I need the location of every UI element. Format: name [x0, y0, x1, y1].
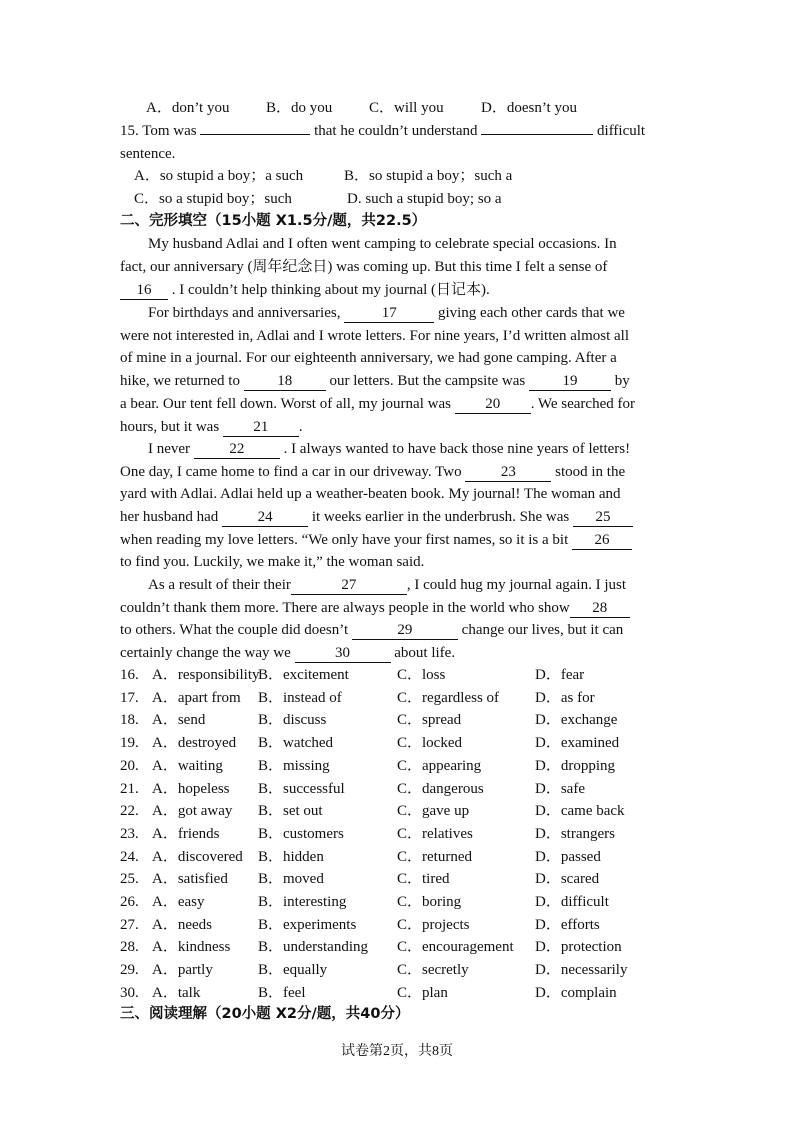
option-c: C．gave up	[397, 803, 470, 820]
blank-28: 28	[570, 600, 630, 618]
passage-text: I never	[148, 441, 191, 457]
passage-text: when reading my love letters. “We only have your first names, so it is a bit	[120, 532, 569, 548]
option-c: C．secretly	[397, 962, 469, 979]
option-d: D．scared	[535, 871, 600, 888]
question-number: 28.	[120, 939, 139, 956]
passage-text: about life.	[394, 645, 456, 661]
passage-line: to find you. Luckily, we make it,” the woman said.	[120, 554, 425, 570]
passage-text: For birthdays and anniversaries,	[148, 305, 341, 321]
passage-text: hours, but it was	[120, 419, 220, 435]
question-number: 25.	[120, 871, 139, 888]
option-c: C．dangerous	[397, 780, 484, 797]
option-c: C．appearing	[397, 757, 482, 774]
option-a: A．needs	[152, 916, 212, 933]
blank-26: 26	[572, 532, 632, 550]
blank-27: 27	[291, 577, 407, 595]
passage-text: her husband had	[120, 509, 219, 525]
blank-17: 17	[344, 305, 434, 323]
option-c: C．tired	[397, 871, 450, 888]
option-a: A．easy	[152, 894, 205, 910]
option-b: B．understanding	[258, 939, 368, 956]
option-a: A．send	[152, 712, 206, 729]
option-b: B．interesting	[258, 894, 347, 910]
passage-text: . I couldn’t help thinking about my journal (日记本).	[171, 282, 490, 298]
passage-line: of mine in a journal. For our eighteenth anniversary, we had gone camping. After a	[120, 350, 617, 366]
passage-text: certainly change the way we	[120, 645, 291, 661]
passage-text: , I could hug my journal again. I just	[406, 577, 627, 593]
option-a: A．kindness	[152, 939, 231, 956]
option-b: B．feel	[258, 984, 306, 1001]
option-d: D．dropping	[535, 757, 615, 774]
option-c: C．boring	[397, 894, 462, 910]
passage-line: fact, our anniversary (周年纪念日) was coming up. But this time I felt a sense of	[120, 259, 608, 275]
passage-line	[120, 507, 633, 527]
option-b: B．equally	[258, 962, 328, 979]
option-a: A．partly	[152, 962, 213, 979]
question-number: 18.	[120, 712, 139, 729]
question-number: 16.	[120, 667, 139, 683]
passage-line: yard with Adlai. Adlai held up a weather-beaten book. My journal! The woman and	[120, 486, 621, 502]
blank-19: 19	[529, 373, 611, 391]
q15-blank-2	[481, 134, 593, 135]
passage-text: stood in the	[555, 464, 626, 480]
question-number: 26.	[120, 894, 139, 910]
question-number: 27.	[120, 916, 139, 933]
option-a: A．satisfied	[152, 871, 228, 888]
option-c: C．locked	[397, 735, 462, 752]
option-a: A．waiting	[152, 757, 223, 774]
question-number: 20.	[120, 757, 139, 774]
passage-line	[120, 394, 635, 414]
option-d: D．necessarily	[535, 962, 628, 979]
option-d: D．difficult	[535, 894, 609, 910]
question-number: 24.	[120, 848, 139, 865]
q15-blank-1	[200, 134, 310, 135]
option-b: B．experiments	[258, 916, 357, 933]
passage-text: our letters. But the campsite was	[329, 373, 526, 389]
option-d: D．fear	[535, 667, 585, 683]
option-b: B．discuss	[258, 712, 327, 729]
q14-option-c: C．will you	[369, 100, 444, 116]
passage-text: it weeks earlier in the underbrush. She was	[311, 509, 570, 525]
option-d: D．came back	[535, 803, 625, 820]
option-b: B．set out	[258, 803, 323, 820]
passage-text: couldn’t thank them more. There are always people in the world who show	[120, 600, 570, 616]
question-number: 19.	[120, 735, 139, 752]
question-number: 21.	[120, 780, 139, 797]
passage-line	[120, 417, 303, 437]
option-c: C．relatives	[397, 825, 473, 842]
passage-line: were not interested in, Adlai and I wrote letters. For nine years, I’d written almost all	[120, 328, 630, 344]
option-d: D．passed	[535, 848, 601, 865]
option-b: B．excitement	[258, 667, 349, 683]
option-d: D．complain	[535, 984, 617, 1001]
option-a: A．talk	[152, 984, 201, 1001]
blank-25: 25	[573, 509, 633, 527]
passage-text: One day, I came home to find a car in our driveway. Two	[120, 464, 462, 480]
blank-18: 18	[244, 373, 326, 391]
option-a: A．got away	[152, 803, 233, 820]
q15-part2: that he couldn’t understand	[314, 123, 478, 139]
option-b: B．hidden	[258, 848, 324, 865]
passage-line	[120, 530, 632, 550]
passage-line	[120, 643, 455, 663]
passage-line	[148, 575, 626, 595]
option-a: A．discovered	[152, 848, 243, 865]
option-a: A．responsibility	[152, 667, 260, 683]
option-b: B．successful	[258, 780, 345, 797]
passage-text: change our lives, but it can	[461, 622, 624, 638]
section3-title: 三、阅读理解（20小题 X2分/题，共40分）	[120, 1006, 410, 1022]
passage-text: As a result of their their	[148, 577, 291, 593]
blank-22: 22	[194, 441, 280, 459]
passage-line	[120, 371, 630, 391]
passage-line	[148, 439, 630, 459]
option-c: C．returned	[397, 848, 472, 865]
q15-option-d: D. such a stupid boy; so a	[347, 191, 502, 207]
section2-title: 二、完形填空（15小题 X1.5分/题，共22.5）	[120, 213, 427, 229]
passage-line	[148, 303, 625, 323]
option-c: C．projects	[397, 916, 470, 933]
option-d: D．strangers	[535, 825, 615, 842]
option-c: C．loss	[397, 667, 446, 683]
q14-option-a: A．don’t you	[146, 100, 230, 116]
question-number: 17.	[120, 689, 139, 706]
blank-29: 29	[352, 622, 458, 640]
blank-20: 20	[455, 396, 531, 414]
q15-stem-line2: sentence.	[120, 146, 176, 162]
option-d: D．as for	[535, 689, 595, 706]
blank-21: 21	[223, 419, 299, 437]
q15-option-a: A．so stupid a boy；a such	[134, 168, 304, 184]
option-b: B．missing	[258, 757, 330, 774]
passage-text: a bear. Our tent fell down. Worst of all, my journal was	[120, 396, 451, 412]
q15-part3: difficult	[597, 123, 646, 139]
passage-line	[120, 620, 623, 640]
passage-text: . I always wanted to have back those nine years of letters!	[283, 441, 631, 457]
option-c: C．plan	[397, 984, 448, 1001]
option-d: D．efforts	[535, 916, 600, 933]
option-a: A．hopeless	[152, 780, 230, 797]
blank-23: 23	[465, 464, 551, 482]
passage-line: My husband Adlai and I often went camping to celebrate special occasions. In	[148, 236, 617, 252]
option-b: B．instead of	[258, 689, 342, 706]
q14-option-d: D．doesn’t you	[481, 100, 577, 116]
passage-text: by	[614, 373, 630, 389]
option-c: C．regardless of	[397, 689, 500, 706]
option-b: B．moved	[258, 871, 324, 888]
option-a: A．apart from	[152, 689, 241, 706]
option-a: A．destroyed	[152, 735, 237, 752]
passage-line	[120, 598, 630, 618]
blank-16: 16	[120, 282, 168, 300]
passage-text: giving each other cards that we	[437, 305, 625, 321]
question-number: 22.	[120, 803, 139, 820]
q15-part1: 15. Tom was	[120, 123, 197, 139]
q15-option-b: B．so stupid a boy；such a	[344, 168, 513, 184]
passage-text: to others. What the couple did doesn’t	[120, 622, 349, 638]
passage-line	[120, 280, 490, 300]
question-number: 30.	[120, 984, 139, 1001]
option-b: B．watched	[258, 735, 333, 752]
q14-option-b: B．do you	[266, 100, 333, 116]
q15-option-c: C．so a stupid boy；such	[134, 191, 292, 207]
passage-line	[120, 462, 625, 482]
blank-30: 30	[295, 645, 391, 663]
option-d: D．protection	[535, 939, 622, 956]
passage-text: . We searched for	[530, 396, 635, 412]
option-c: C．spread	[397, 712, 462, 729]
passage-text: .	[298, 419, 303, 435]
page-footer: 试卷第2页，共8页	[341, 1044, 453, 1059]
question-number: 29.	[120, 962, 139, 979]
q15-stem	[120, 121, 645, 141]
blank-24: 24	[222, 509, 308, 527]
option-a: A．friends	[152, 825, 220, 842]
question-number: 23.	[120, 825, 139, 842]
option-b: B．customers	[258, 825, 344, 842]
option-d: D．exchange	[535, 712, 618, 729]
passage-text: hike, we returned to	[120, 373, 240, 389]
option-d: D．examined	[535, 735, 620, 752]
option-d: D．safe	[535, 780, 585, 797]
option-c: C．encouragement	[397, 939, 514, 956]
